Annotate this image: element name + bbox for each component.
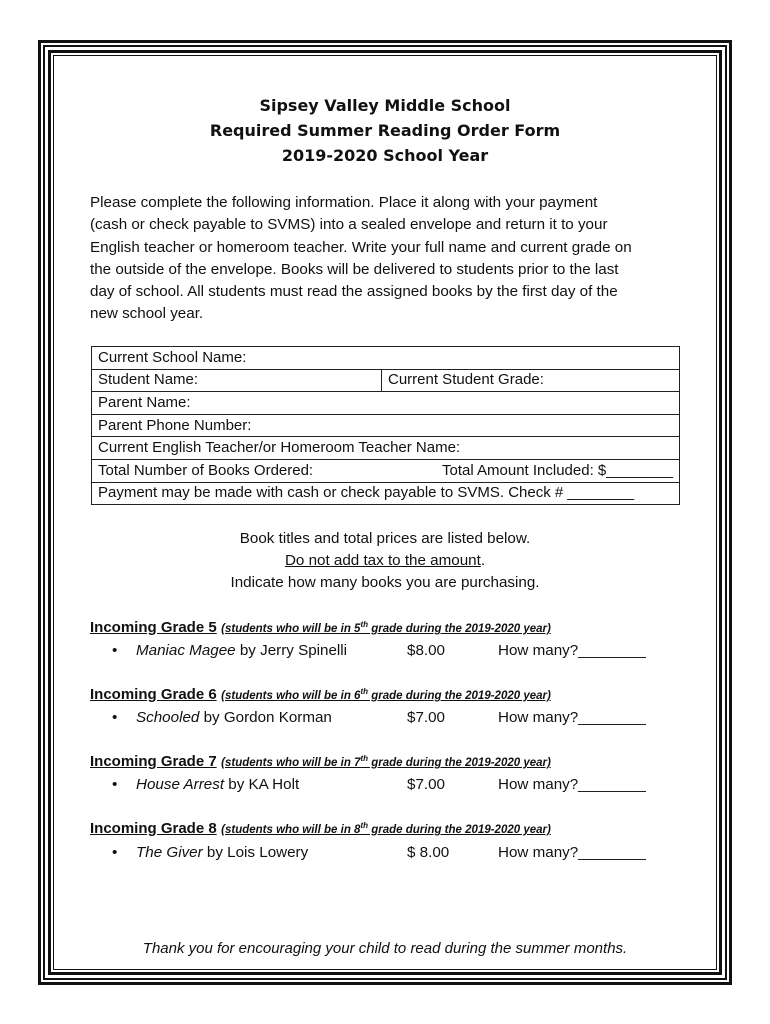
- book-title-author: [136, 776, 299, 793]
- school-name-field[interactable]: Current School Name:: [92, 347, 680, 370]
- instructions-line: Please complete the following information. Place it along with your payment: [90, 194, 598, 211]
- book-title: House Arrest: [136, 776, 225, 793]
- grade-heading-note: (students who will be in 5th grade during the 2019-2020 year): [221, 620, 551, 635]
- grade-heading-note: (students who will be in 8th grade during the 2019-2020 year): [221, 821, 551, 836]
- grade-heading-note: (students who will be in 6th grade during the 2019-2020 year): [221, 687, 551, 702]
- book-title: The Giver: [136, 844, 203, 861]
- grade-heading-note: (students who will be in 7th grade during the 2019-2020 year): [221, 754, 551, 769]
- bullet-icon: •: [112, 844, 118, 861]
- form-title: Required Summer Reading Order Form: [209, 121, 561, 140]
- book-title-author: [136, 642, 347, 659]
- book-price: $7.00: [407, 709, 446, 726]
- books-ordered-field[interactable]: Total Number of Books Ordered:: [98, 461, 314, 479]
- quantity-field[interactable]: How many?________: [498, 642, 646, 659]
- grade-7-heading: [90, 753, 551, 771]
- instructions-line: new school year.: [90, 305, 204, 323]
- parent-phone-field[interactable]: Parent Phone Number:: [92, 414, 680, 437]
- amount-included-field[interactable]: Total Amount Included: $________: [441, 461, 673, 479]
- thank-you-note: Thank you for encouraging your child to read during the summer months.: [142, 940, 628, 957]
- bullet-icon: •: [112, 709, 118, 726]
- book-price: $8.00: [407, 642, 446, 659]
- book-title-author: [136, 844, 308, 861]
- instructions-line: (cash or check payable to SVMS) into a sealed envelope and return it to your: [90, 216, 608, 234]
- instructions-line: the outside of the envelope. Books will be delivered to students prior to the last: [90, 260, 619, 278]
- book-price: $ 8.00: [407, 844, 450, 861]
- book-price: $7.00: [407, 776, 446, 793]
- quantity-field[interactable]: How many?________: [498, 844, 646, 861]
- bullet-icon: •: [112, 642, 118, 659]
- parent-name-field[interactable]: Parent Name:: [92, 392, 680, 415]
- book-author: by KA Holt: [224, 776, 300, 793]
- instructions-line: English teacher or homeroom teacher. Write your full name and current grade on: [90, 238, 632, 256]
- book-title-author: [136, 709, 332, 726]
- grade-heading-label: Incoming Grade 7: [90, 753, 217, 770]
- instructions-line: day of school. All students must read the assigned books by the first day of the: [90, 283, 618, 301]
- school-name-title: Sipsey Valley Middle School: [259, 96, 511, 115]
- student-name-field[interactable]: Student Name:: [92, 369, 382, 392]
- order-info-table: [91, 346, 680, 505]
- teacher-name-field[interactable]: Current English Teacher/or Homeroom Teacher Name:: [92, 437, 680, 460]
- grade-6-heading: [90, 686, 551, 704]
- grade-heading-label: Incoming Grade 6: [90, 686, 217, 703]
- quantity-note: Indicate how many books you are purchasing.: [230, 574, 540, 591]
- bullet-icon: •: [112, 776, 118, 793]
- quantity-field[interactable]: How many?________: [498, 776, 646, 793]
- tax-note: [0, 550, 770, 572]
- book-title: Schooled: [136, 709, 200, 726]
- tax-note-underlined: Do not add tax to the amount: [284, 552, 481, 569]
- school-year-title: 2019-2020 School Year: [281, 146, 489, 165]
- student-grade-field[interactable]: Current Student Grade:: [382, 369, 680, 392]
- tax-note-period: .: [480, 552, 486, 569]
- totals-row: [92, 459, 680, 482]
- book-title: Maniac Magee: [136, 642, 236, 659]
- grade-heading-label: Incoming Grade 5: [90, 619, 217, 636]
- grade-5-heading: [90, 619, 551, 637]
- grade-8-heading: [90, 820, 551, 838]
- book-author: by Lois Lowery: [202, 844, 309, 861]
- quantity-field[interactable]: How many?________: [498, 709, 646, 726]
- instructions-paragraph: [90, 192, 680, 326]
- prices-note: Book titles and total prices are listed below.: [239, 530, 531, 547]
- book-author: by Gordon Korman: [199, 709, 332, 726]
- payment-note-field[interactable]: Payment may be made with cash or check payable to SVMS. Check # ________: [92, 482, 680, 505]
- book-author: by Jerry Spinelli: [235, 642, 348, 659]
- grade-heading-label: Incoming Grade 8: [90, 820, 217, 837]
